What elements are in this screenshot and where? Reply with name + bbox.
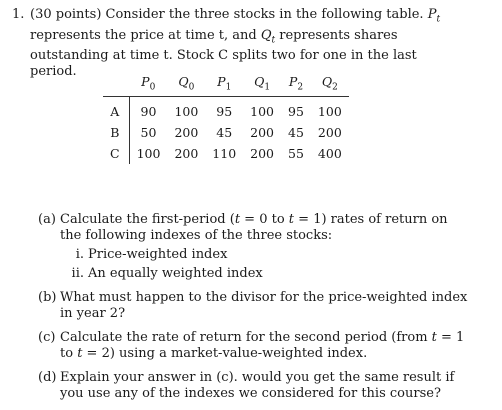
table-cell: 400: [317, 146, 342, 161]
table-header-cell: $Q_1$: [254, 73, 271, 93]
table-cell: 100: [174, 104, 199, 119]
table-cell: 55: [288, 146, 304, 161]
part-label: (c): [38, 330, 56, 345]
table-cell: 45: [288, 125, 304, 140]
part-text: What must happen to the divisor for the price-weighted index in year 2?: [60, 290, 468, 321]
part-a: [38, 212, 470, 282]
table-header-cell: $P_1$: [217, 73, 232, 93]
table-header-cell: $Q_0$: [178, 73, 195, 93]
table-cell: 95: [288, 104, 304, 119]
table-cell: 50: [140, 125, 157, 140]
table-cell: 110: [212, 146, 237, 161]
table-row: [103, 143, 349, 164]
part-label: (d): [38, 370, 57, 385]
part-text: Calculate the first-period (t = 0 to t = 1) rates of return on the following indexes of the three stocks:: [60, 212, 448, 243]
table-cell: 100: [317, 104, 342, 119]
list-item: [70, 266, 470, 282]
table-row: [103, 122, 349, 143]
table-cell: 200: [174, 125, 199, 140]
question-parts: [38, 212, 470, 410]
sub-item-list: [70, 247, 470, 282]
sub-item-label: ii.: [71, 266, 84, 281]
table-cell: 200: [250, 146, 275, 161]
row-label: C: [103, 143, 129, 164]
stem-text-2: represents the price at time t, and: [30, 27, 261, 43]
symbol-qt: $Q_t$: [260, 27, 276, 46]
part-b: [38, 290, 470, 322]
table-cell: 45: [216, 125, 233, 140]
part-d: [38, 370, 470, 402]
stem-text-3: represents shares outstanding at time t. Stock C splits two for one in the last period.: [30, 27, 417, 80]
part-text: Calculate the rate of return for the second period (from t = 1 to t = 2) using a market-value-weighted index.: [60, 330, 465, 361]
stem-text-1: (30 points) Consider the three stocks in the following table.: [30, 7, 428, 22]
part-label: (a): [38, 212, 56, 227]
table-cell: 100: [250, 104, 275, 119]
stock-table: [103, 70, 349, 164]
table-header-cell: $P_0$: [141, 73, 156, 93]
table-header-row: [103, 70, 349, 97]
table-header-cell: $Q_2$: [321, 73, 338, 93]
table-cell: 200: [250, 125, 275, 140]
table-cell: 200: [174, 146, 199, 161]
table-cell: 95: [216, 104, 233, 119]
table-cell: 90: [140, 104, 157, 119]
table-row: [103, 97, 349, 123]
sub-item-text: An equally weighted index: [88, 266, 263, 281]
problem-number: 1.: [12, 7, 25, 22]
part-c: [38, 330, 470, 362]
sub-item-text: Price-weighted index: [88, 247, 228, 262]
sub-item-label: i.: [75, 247, 84, 262]
part-text: Explain your answer in (c). would you get the same result if you use any of the indexes we considered for this course?: [60, 370, 455, 401]
table-header-cell: $P_2$: [288, 73, 304, 93]
row-label: A: [103, 97, 129, 123]
list-item: [70, 247, 470, 263]
table-cell: 100: [136, 146, 161, 161]
symbol-pt: $P_t$: [427, 7, 441, 25]
row-label: B: [103, 122, 129, 143]
table-cell: 200: [317, 125, 342, 140]
part-label: (b): [38, 290, 57, 305]
table-header-corner: [103, 70, 129, 97]
